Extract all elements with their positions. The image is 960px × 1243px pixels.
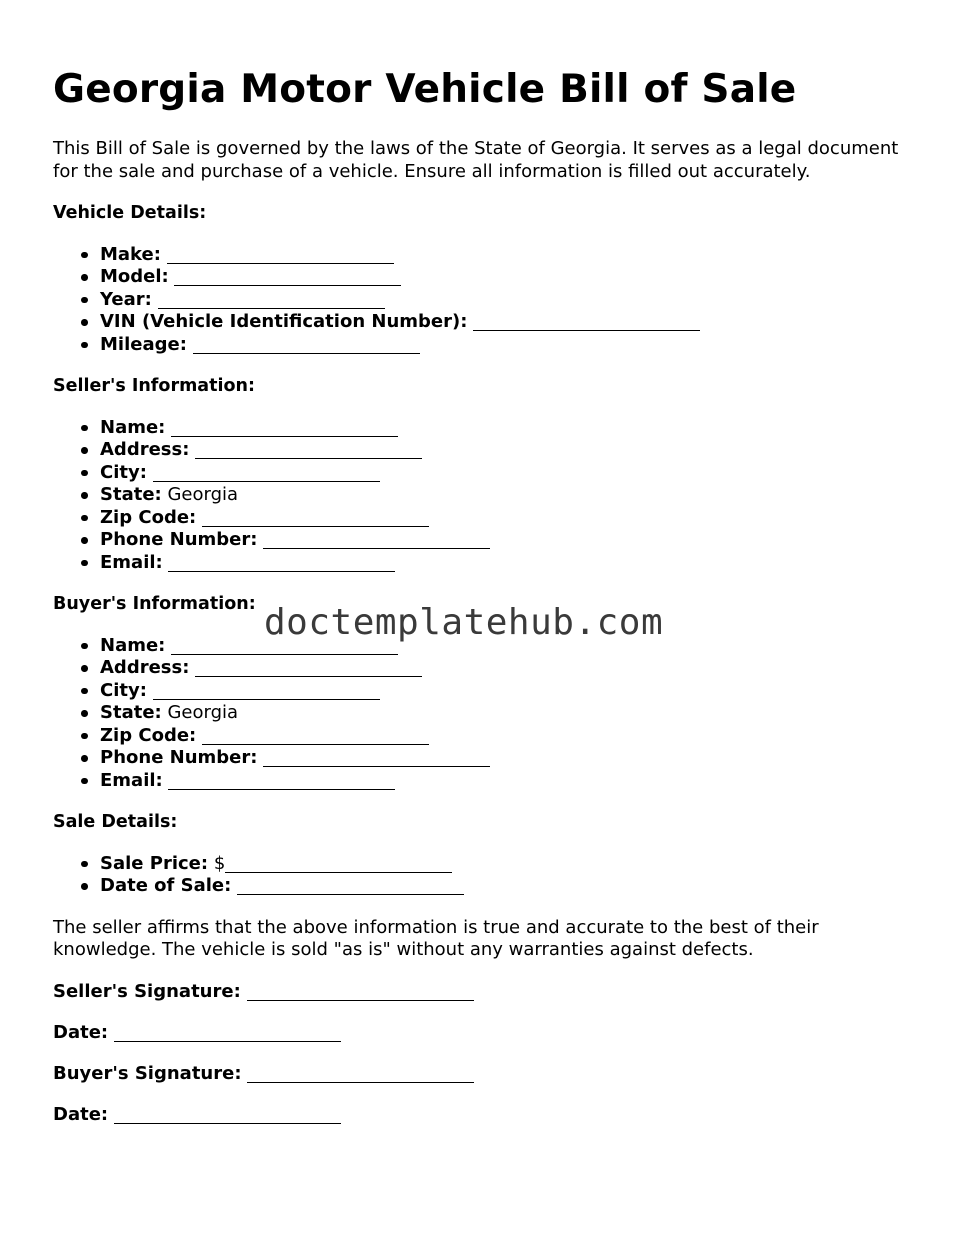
buyer-zip-field[interactable] [202, 725, 429, 745]
seller-address-label: Address: [100, 439, 190, 460]
vin-field[interactable] [473, 311, 700, 331]
list-item [100, 334, 913, 357]
document-title: Georgia Motor Vehicle Bill of Sale [53, 67, 797, 112]
sale-date-label: Date of Sale: [100, 875, 232, 896]
seller-email-label: Email: [100, 551, 163, 573]
mileage-label: Mileage: [100, 333, 187, 355]
year-field[interactable] [158, 289, 385, 309]
seller-zip-field[interactable] [202, 507, 429, 527]
buyer-phone-field[interactable] [263, 747, 490, 767]
list-item [100, 725, 913, 748]
seller-state-value: Georgia [167, 484, 239, 505]
seller-signature-label: Seller's Signature: [53, 980, 241, 1002]
buyer-date-row [53, 1104, 913, 1127]
buyer-address-field[interactable] [195, 657, 422, 677]
seller-phone-label: Phone Number: [100, 529, 258, 550]
sale-date-field[interactable] [237, 875, 464, 895]
vehicle-details-heading: Vehicle Details: [53, 203, 207, 223]
buyer-city-field[interactable] [153, 680, 380, 700]
model-label: Model: [100, 266, 169, 287]
buyer-signature-field[interactable] [247, 1063, 474, 1083]
seller-date-label: Date: [53, 1021, 109, 1043]
list-item [100, 439, 913, 462]
buyer-date-field[interactable] [114, 1104, 341, 1124]
list-item [100, 747, 913, 770]
list-item [100, 853, 913, 876]
seller-city-field[interactable] [153, 462, 380, 482]
seller-date-row [53, 1022, 913, 1045]
list-item [100, 529, 913, 552]
model-field[interactable] [174, 266, 401, 286]
buyer-address-label: Address: [100, 657, 190, 678]
closing-paragraph: The seller affirms that the above information is true and accurate to the best of their knowledge. The vehicle is sold "as is" without any warranties against defects. [53, 916, 819, 960]
seller-phone-field[interactable] [263, 529, 490, 549]
seller-email-field[interactable] [168, 552, 395, 572]
list-item [100, 311, 913, 334]
sale-details-heading: Sale Details: [53, 812, 178, 832]
buyer-info-list [53, 635, 913, 793]
list-item [100, 702, 913, 725]
buyer-signature-row [53, 1063, 913, 1086]
list-item [100, 244, 913, 267]
vin-label: VIN (Vehicle Identification Number): [100, 311, 468, 332]
seller-info-list [53, 417, 913, 575]
buyer-name-label: Name: [100, 634, 166, 656]
mileage-field[interactable] [193, 334, 420, 354]
buyer-state-label: State: [100, 702, 162, 723]
list-item [100, 507, 913, 530]
sale-price-field[interactable] [225, 853, 452, 873]
seller-date-field[interactable] [114, 1022, 341, 1042]
year-label: Year: [100, 288, 152, 310]
list-item [100, 552, 913, 575]
seller-zip-label: Zip Code: [100, 506, 197, 528]
seller-city-label: City: [100, 461, 147, 483]
buyer-email-label: Email: [100, 769, 163, 791]
list-item [100, 657, 913, 680]
buyer-signature-label: Buyer's Signature: [53, 1062, 242, 1084]
buyer-phone-label: Phone Number: [100, 747, 258, 768]
seller-info-heading: Seller's Information: [53, 376, 255, 396]
watermark-text: doctemplatehub.com [264, 602, 664, 643]
buyer-city-label: City: [100, 679, 147, 701]
buyer-state-value: Georgia [167, 702, 239, 723]
list-item [100, 289, 913, 312]
list-item [100, 266, 913, 289]
sale-price-label: Sale Price: [100, 852, 209, 874]
vehicle-details-list [53, 244, 913, 357]
list-item [100, 462, 913, 485]
buyer-date-label: Date: [53, 1103, 109, 1125]
seller-address-field[interactable] [195, 439, 422, 459]
list-item [100, 417, 913, 440]
seller-name-label: Name: [100, 416, 166, 438]
list-item [100, 680, 913, 703]
list-item [100, 484, 913, 507]
buyer-zip-label: Zip Code: [100, 724, 197, 746]
intro-paragraph: This Bill of Sale is governed by the laws of the State of Georgia. It serves as a legal document for the sale and purchase of a vehicle. Ensure all information is filled out accurately. [53, 138, 899, 182]
buyer-email-field[interactable] [168, 770, 395, 790]
seller-signature-field[interactable] [247, 981, 474, 1001]
make-field[interactable] [167, 244, 394, 264]
list-item [100, 770, 913, 793]
currency-symbol: $ [213, 852, 226, 874]
seller-signature-row [53, 981, 913, 1004]
buyer-info-heading: Buyer's Information: [53, 594, 256, 614]
sale-details-list [53, 853, 913, 898]
seller-name-field[interactable] [171, 417, 398, 437]
make-label: Make: [100, 243, 161, 265]
list-item [100, 875, 913, 898]
seller-state-label: State: [100, 484, 162, 505]
